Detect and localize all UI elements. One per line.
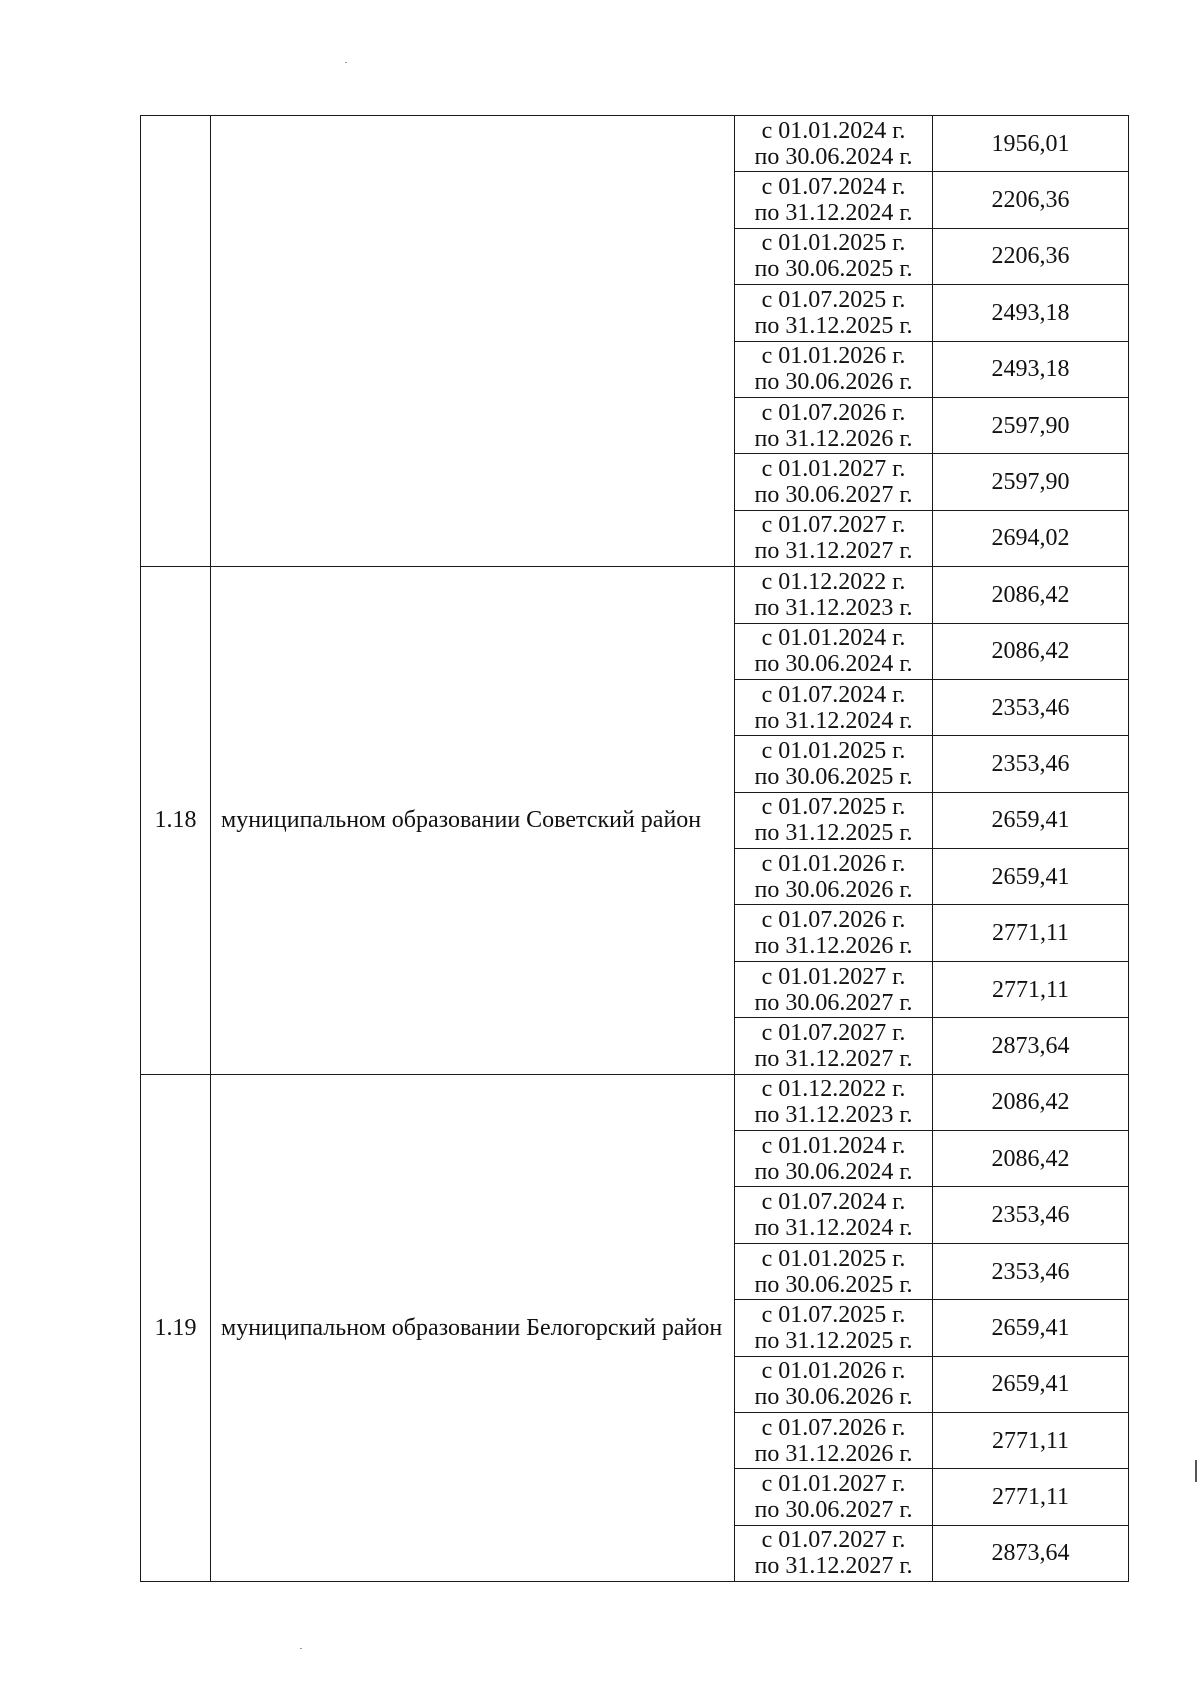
row-number-cell: 1.19	[141, 1074, 211, 1582]
period-cell	[735, 341, 933, 397]
period-to: по 31.12.2027 г.	[754, 1045, 913, 1072]
period-to: по 31.12.2024 г.	[754, 1215, 913, 1242]
period-cell	[735, 172, 933, 228]
tariff-value-cell: 2659,41	[933, 1356, 1129, 1412]
period-cell	[735, 905, 933, 961]
period-cell	[735, 1074, 933, 1130]
municipality-name-cell	[211, 116, 735, 567]
period-from: с 01.01.2027 г.	[761, 1471, 906, 1498]
period-cell	[735, 1412, 933, 1468]
tariff-value-cell: 2086,42	[933, 567, 1129, 623]
period-cell	[735, 397, 933, 453]
period-from: с 01.07.2027 г.	[761, 512, 906, 539]
period-from: с 01.01.2025 г.	[761, 737, 906, 764]
period-from: с 01.01.2024 г.	[761, 1132, 906, 1159]
period-cell	[735, 792, 933, 848]
period-to: по 30.06.2025 г.	[754, 1271, 913, 1298]
period-from: с 01.07.2027 г.	[761, 1019, 906, 1046]
period-cell	[735, 285, 933, 341]
period-to: по 31.12.2026 г.	[754, 1440, 913, 1467]
period-to: по 31.12.2026 г.	[754, 425, 913, 452]
tariff-value-cell: 2086,42	[933, 1074, 1129, 1130]
period-cell	[735, 623, 933, 679]
period-cell	[735, 961, 933, 1017]
period-from: с 01.07.2025 г.	[761, 1301, 906, 1328]
period-to: по 30.06.2026 г.	[754, 876, 913, 903]
period-cell	[735, 1243, 933, 1299]
period-to: по 31.12.2027 г.	[754, 538, 913, 565]
municipality-name-cell: муниципальном образовании Советский район	[211, 567, 735, 1075]
tariff-value-cell: 2771,11	[933, 905, 1129, 961]
period-from: с 01.01.2027 г.	[761, 456, 906, 483]
tariff-table	[140, 115, 1129, 1582]
period-to: по 30.06.2025 г.	[754, 256, 913, 283]
tariff-value-cell: 2659,41	[933, 1300, 1129, 1356]
period-to: по 31.12.2027 г.	[754, 1553, 913, 1580]
period-cell	[735, 679, 933, 735]
table-row	[141, 567, 1129, 623]
period-from: с 01.01.2025 г.	[761, 230, 906, 257]
table-row	[141, 116, 1129, 172]
period-to: по 30.06.2026 г.	[754, 1384, 913, 1411]
scan-speck	[345, 62, 347, 63]
period-from: с 01.01.2024 г.	[761, 117, 906, 144]
tariff-value-cell: 2873,64	[933, 1018, 1129, 1074]
period-from: с 01.12.2022 г.	[761, 1076, 906, 1103]
tariff-value-cell: 2659,41	[933, 849, 1129, 905]
tariff-value-cell: 2873,64	[933, 1525, 1129, 1581]
period-from: с 01.07.2026 г.	[761, 399, 906, 426]
tariff-value-cell: 2353,46	[933, 679, 1129, 735]
period-to: по 30.06.2026 г.	[754, 369, 913, 396]
period-to: по 31.12.2025 г.	[754, 820, 913, 847]
tariff-value-cell: 2206,36	[933, 172, 1129, 228]
tariff-value-cell: 2353,46	[933, 736, 1129, 792]
period-to: по 30.06.2027 г.	[754, 989, 913, 1016]
period-cell	[735, 1469, 933, 1525]
period-to: по 31.12.2024 г.	[754, 200, 913, 227]
period-from: с 01.01.2026 г.	[761, 1358, 906, 1385]
scan-speck	[300, 1648, 302, 1649]
period-from: с 01.01.2024 г.	[761, 625, 906, 652]
period-to: по 31.12.2026 г.	[754, 933, 913, 960]
table-row	[141, 1074, 1129, 1130]
tariff-value-cell: 2659,41	[933, 792, 1129, 848]
period-from: с 01.01.2025 г.	[761, 1245, 906, 1272]
margin-mark	[1195, 1460, 1197, 1482]
period-cell	[735, 736, 933, 792]
period-from: с 01.01.2026 г.	[761, 850, 906, 877]
period-cell	[735, 228, 933, 284]
period-cell	[735, 1300, 933, 1356]
period-to: по 30.06.2024 г.	[754, 143, 913, 170]
period-to: по 31.12.2025 г.	[754, 312, 913, 339]
tariff-value-cell: 2771,11	[933, 1412, 1129, 1468]
period-cell	[735, 849, 933, 905]
period-from: с 01.07.2024 г.	[761, 681, 906, 708]
period-to: по 30.06.2024 г.	[754, 651, 913, 678]
period-to: по 30.06.2025 г.	[754, 763, 913, 790]
tariff-value-cell: 2771,11	[933, 1469, 1129, 1525]
tariff-table-body	[141, 116, 1129, 1582]
period-from: с 01.07.2025 г.	[761, 286, 906, 313]
period-to: по 31.12.2023 г.	[754, 1102, 913, 1129]
tariff-value-cell: 2086,42	[933, 623, 1129, 679]
period-cell	[735, 510, 933, 566]
period-to: по 31.12.2024 г.	[754, 707, 913, 734]
row-number-cell: 1.18	[141, 567, 211, 1075]
period-from: с 01.12.2022 г.	[761, 568, 906, 595]
period-from: с 01.07.2026 г.	[761, 907, 906, 934]
period-from: с 01.07.2024 г.	[761, 174, 906, 201]
period-cell	[735, 1525, 933, 1581]
tariff-value-cell: 2206,36	[933, 228, 1129, 284]
tariff-value-cell: 2353,46	[933, 1187, 1129, 1243]
period-cell	[735, 1187, 933, 1243]
period-from: с 01.07.2027 г.	[761, 1527, 906, 1554]
period-cell	[735, 454, 933, 510]
tariff-value-cell: 2086,42	[933, 1131, 1129, 1187]
period-to: по 30.06.2027 г.	[754, 1497, 913, 1524]
tariff-value-cell: 1956,01	[933, 116, 1129, 172]
municipality-name-cell: муниципальном образовании Белогорский район	[211, 1074, 735, 1582]
period-cell	[735, 1131, 933, 1187]
period-cell	[735, 116, 933, 172]
tariff-value-cell: 2597,90	[933, 454, 1129, 510]
tariff-value-cell: 2597,90	[933, 397, 1129, 453]
tariff-value-cell: 2493,18	[933, 285, 1129, 341]
tariff-value-cell: 2694,02	[933, 510, 1129, 566]
row-number-cell	[141, 116, 211, 567]
period-cell	[735, 1018, 933, 1074]
period-to: по 31.12.2023 г.	[754, 594, 913, 621]
tariff-value-cell: 2493,18	[933, 341, 1129, 397]
period-from: с 01.01.2027 г.	[761, 963, 906, 990]
period-cell	[735, 567, 933, 623]
period-from: с 01.07.2024 г.	[761, 1189, 906, 1216]
tariff-value-cell: 2353,46	[933, 1243, 1129, 1299]
period-to: по 30.06.2024 г.	[754, 1158, 913, 1185]
period-from: с 01.07.2026 г.	[761, 1414, 906, 1441]
period-to: по 31.12.2025 г.	[754, 1327, 913, 1354]
period-from: с 01.01.2026 г.	[761, 343, 906, 370]
period-to: по 30.06.2027 г.	[754, 482, 913, 509]
period-cell	[735, 1356, 933, 1412]
period-from: с 01.07.2025 г.	[761, 794, 906, 821]
tariff-value-cell: 2771,11	[933, 961, 1129, 1017]
